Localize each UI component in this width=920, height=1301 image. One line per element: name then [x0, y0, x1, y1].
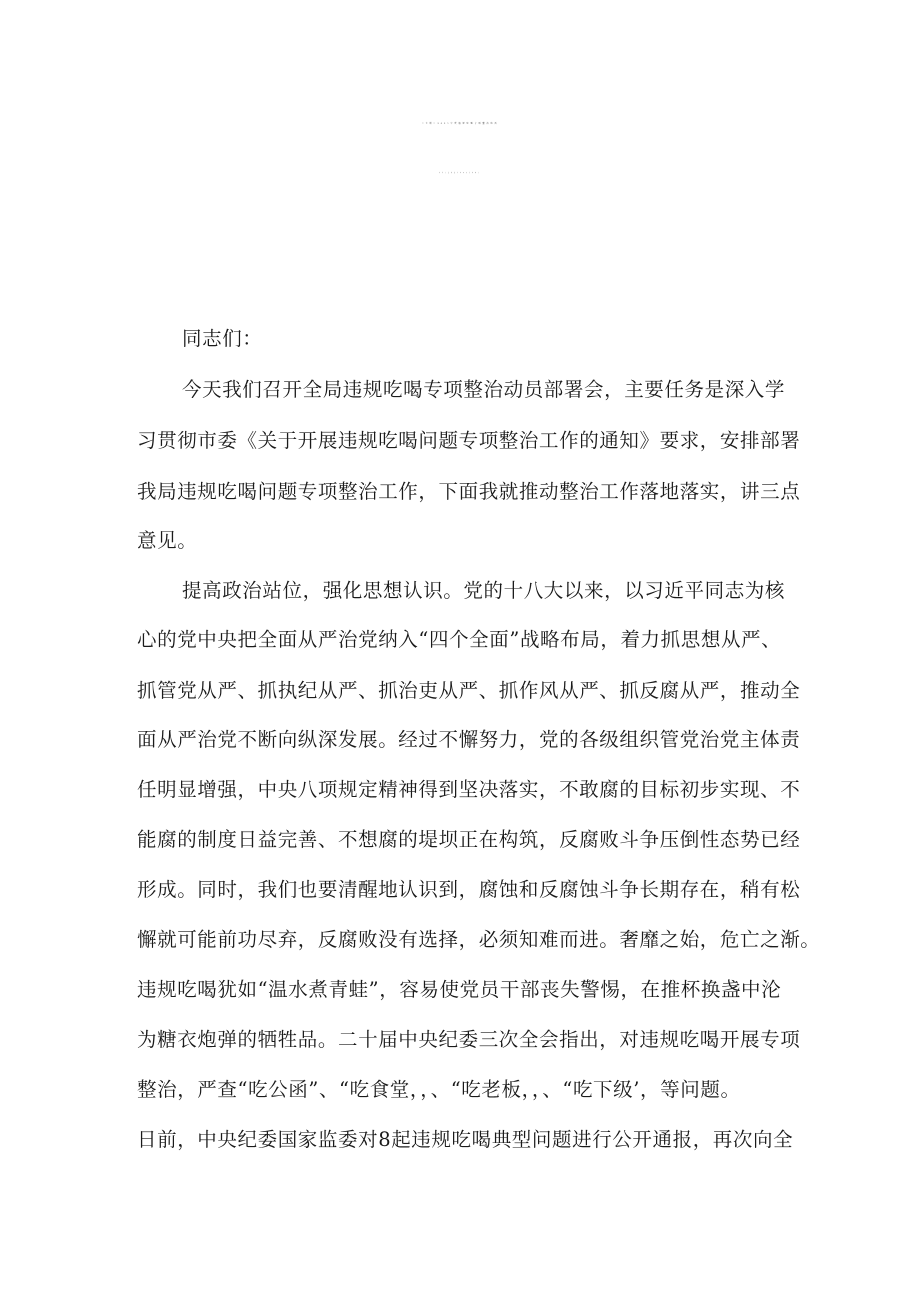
paragraph-2-line: 面从严治党不断向纵深发展。经过不懈努力，党的各级组织管党治党主体责 [137, 728, 801, 751]
paragraph-2-line: 能腐的制度日益完善、不想腐的堤坝正在构筑，反腐败斗争压倒性态势已经 [137, 828, 801, 851]
paragraph-2-line: 心的党中央把全面从严治党纳入“四个全面”战略布局，着力抓思想从严、 [137, 628, 782, 651]
paragraph-2-line: 整治，严查“吃公函”、“吃食堂，，、“吃老板，，、“吃下级’，等问题。 [137, 1078, 741, 1101]
document-title-line-1: （七篇）2025年度违规吃喝专项整治动员 [421, 123, 499, 125]
paragraph-2-line: 抓管党从严、抓执纪从严、抓治吏从严、抓作风从严、抓反腐从严，推动全 [137, 679, 801, 702]
paragraph-1-line: 习贯彻市委《关于开展违规吃喝问题专项整治工作的通知》要求，安排部署 [137, 429, 801, 452]
paragraph-2-line: 违规吃喝犹如“温水煮青蛙”，容易使党员干部丧失警惕，在推杯换盏中沦 [137, 978, 782, 1001]
document-title-line-2: 部署会交流发言材料及心得体会 [439, 173, 481, 174]
paragraph-1-line: 我局违规吃喝问题专项整治工作，下面我就推动整治工作落地落实，讲三点 [137, 480, 801, 503]
paragraph-2-line: 为糖衣炮弹的牺牲品。二十届中央纪委三次全会指出，对违规吃喝开展专项 [137, 1028, 801, 1051]
paragraph-2-line: 日前，中央纪委国家监委对8起违规吃喝典型问题进行公开通报，再次向全 [137, 1128, 794, 1151]
paragraph-2-line: 任明显增强，中央八项规定精神得到坚决落实，不敢腐的目标初步实现、不 [137, 778, 801, 801]
paragraph-2-line: 形成。同时，我们也要清醒地认识到，腐蚀和反腐蚀斗争长期存在，稍有松 [137, 878, 801, 901]
paragraph-2-line: 提高政治站位，强化思想认识。党的十八大以来，以习近平同志为核 [182, 579, 786, 602]
paragraph-1-line: 意见。 [137, 529, 198, 552]
paragraph-2-line: 懈就可能前功尽弃，反腐败没有选择，必须知难而进。奢靡之始，危亡之渐。 [137, 928, 821, 951]
greeting: 同志们： [182, 327, 263, 350]
paragraph-1-line: 今天我们召开全局违规吃喝专项整治动员部署会，主要任务是深入学 [182, 378, 786, 401]
